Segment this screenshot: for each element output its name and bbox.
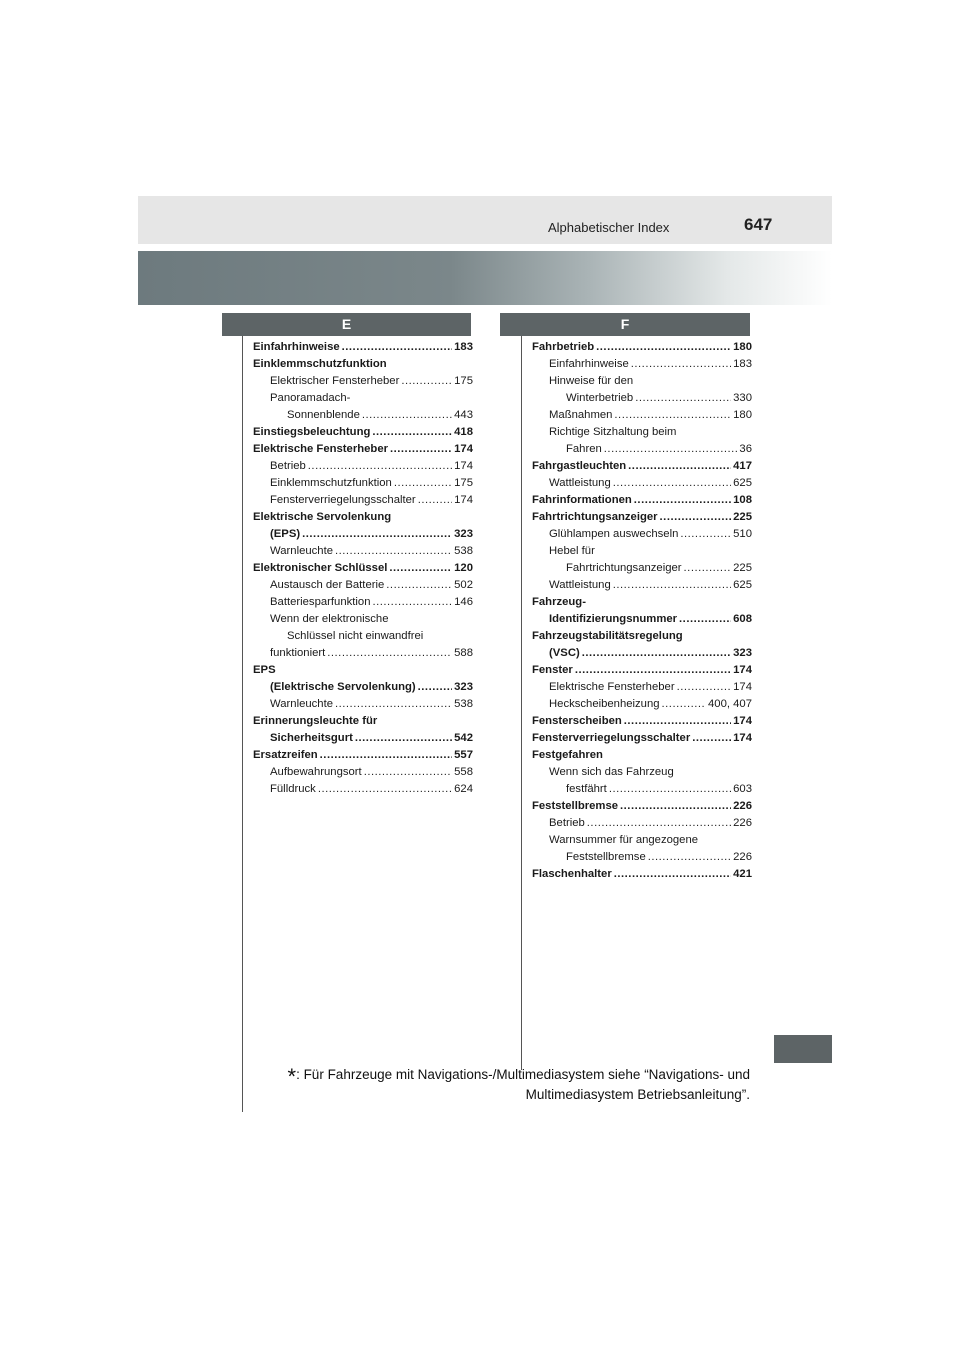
index-entry [253,458,473,475]
index-entry [253,764,473,781]
index-entry [253,560,473,577]
index-entry [253,543,473,560]
entry-term: Erinnerungsleuchte für [253,715,378,727]
entry-term: Wenn der elektronische [270,613,389,625]
entry-term: Wenn sich das Fahrzeug [549,766,674,778]
entry-term: Elektrische Servolenkung [253,511,392,523]
entry-page: 330 [733,392,752,404]
index-entry [253,645,473,662]
index-entry [532,390,752,407]
dot-leader [614,407,731,424]
entry-page: 174 [733,681,752,693]
dot-leader [613,577,731,594]
dot-leader [679,611,731,628]
entry-term: Wattleistung [549,579,611,591]
entry-page: 226 [733,800,752,812]
index-entry [532,424,752,441]
dot-leader [662,696,706,713]
entry-term: (VSC) [549,647,580,659]
entry-term: Fahrtrichtungsanzeiger [566,562,682,574]
entry-term: Fahrzeugstabilitätsregelung [532,630,683,642]
entry-page: 174 [454,494,473,506]
index-entry [253,509,473,526]
index-entry [253,713,473,730]
dot-leader [308,458,452,475]
dot-leader [613,475,731,492]
index-entry [532,781,752,798]
entry-page: 323 [454,681,473,693]
index-entry [532,628,752,645]
entry-page: 538 [454,545,473,557]
entry-term: (EPS) [270,528,301,540]
index-entry [532,458,752,475]
dot-leader [390,441,452,458]
entry-page: 558 [454,766,473,778]
entry-term: Einfahrhinweise [549,358,629,370]
entry-term: (Elektrische Servolenkung) [270,681,416,693]
entry-page: 226 [733,817,752,829]
dot-leader [327,645,452,662]
entry-term: Fahrgastleuchten [532,460,627,472]
entry-term: Elektrische Fensterheber [253,443,388,455]
entry-page: 180 [733,409,752,421]
index-entry [532,492,752,509]
entry-page: 557 [454,749,473,761]
index-entry [253,373,473,390]
page-number: 647 [744,215,773,234]
section-banner [138,251,832,305]
index-entry [253,424,473,441]
dot-leader [389,560,452,577]
dot-leader [394,475,452,492]
entry-page: 108 [733,494,752,506]
index-entry [532,611,752,628]
footnote-line-2: Multimediasystem Betriebsanleitung”. [525,1087,750,1102]
dot-leader [604,441,738,458]
index-entry [532,407,752,424]
index-entry [253,781,473,798]
dot-leader [335,543,452,560]
entry-page: 146 [454,596,473,608]
index-entry [253,390,473,407]
entry-term: Fahren [566,443,602,455]
entry-term: Richtige Sitzhaltung beim [549,426,677,438]
entry-page: 174 [733,664,752,676]
dot-leader [364,764,452,781]
index-entry [532,764,752,781]
entry-term: Fahrbetrieb [532,341,595,353]
dot-leader [335,696,452,713]
entry-term: Elektrische Fensterheber [549,681,675,693]
entry-page: 174 [733,732,752,744]
entry-term: Schlüssel nicht einwandfrei [287,630,424,642]
index-entry [532,560,752,577]
index-entry [253,662,473,679]
entry-term: Fahrzeug- [532,596,586,608]
entry-page: 538 [454,698,473,710]
dot-leader [648,849,731,866]
dot-leader [386,577,452,594]
entry-page: 624 [454,783,473,795]
dot-leader [628,458,731,475]
entry-term: Aufbewahrungsort [270,766,362,778]
entry-page: 443 [454,409,473,421]
dot-leader [620,798,731,815]
index-entry [532,832,752,849]
index-column-e [253,339,473,798]
entry-page: 175 [454,375,473,387]
entry-page: 421 [733,868,752,880]
entry-term: Elektrischer Fensterheber [270,375,400,387]
index-entry [253,339,473,356]
entry-term: Fensterscheiben [532,715,622,727]
entry-term: Feststellbremse [566,851,646,863]
entry-term: Panoramadach- [270,392,351,404]
entry-term: Fensterverriegelungsschalter [270,494,416,506]
page-title: Alphabetischer Index [548,220,670,235]
entry-term: Heckscheibenheizung [549,698,660,710]
entry-term: Fensterverriegelungsschalter [532,732,691,744]
dot-leader [372,424,452,441]
entry-page: 510 [733,528,752,540]
entry-term: Betrieb [549,817,585,829]
entry-term: Fahrinformationen [532,494,632,506]
entry-page: 36 [739,443,752,455]
entry-term: Sicherheitsgurt [270,732,353,744]
index-entry [532,679,752,696]
index-entry [532,815,752,832]
dot-leader [692,730,731,747]
dot-leader [318,781,452,798]
entry-term: Flaschenhalter [532,868,612,880]
entry-term: Fenster [532,664,573,676]
entry-page: 502 [454,579,473,591]
entry-term: Batteriesparfunktion [270,596,371,608]
index-entry [532,645,752,662]
entry-page: 225 [733,511,752,523]
dot-leader [575,662,731,679]
entry-page: 226 [733,851,752,863]
entry-term: Einklemmschutzfunktion [253,358,387,370]
index-entry [532,849,752,866]
dot-leader [660,509,732,526]
entry-page: 417 [733,460,752,472]
entry-page: 400, 407 [708,698,752,710]
dot-leader [684,560,732,577]
footnote [278,1066,750,1104]
index-entry [253,356,473,373]
index-entry [532,475,752,492]
entry-term: Feststellbremse [532,800,619,812]
entry-term: Betrieb [270,460,306,472]
dot-leader [372,594,452,611]
dot-leader [418,679,452,696]
footnote-marker: * [287,1064,297,1089]
entry-term: Maßnahmen [549,409,613,421]
entry-term: Einfahrhinweise [253,341,340,353]
entry-page: 323 [733,647,752,659]
index-entry [253,611,473,628]
dot-leader [587,815,731,832]
entry-page: 120 [454,562,473,574]
index-entry [532,373,752,390]
dot-leader [401,373,452,390]
dot-leader [418,492,452,509]
index-entry [253,679,473,696]
index-entry [532,730,752,747]
entry-term: Glühlampen auswechseln [549,528,679,540]
entry-term: Hebel für [549,545,595,557]
index-entry [253,696,473,713]
entry-term: Warnsummer für angezogene [549,834,699,846]
entry-page: 174 [454,460,473,472]
entry-page: 183 [454,341,473,353]
index-entry [253,747,473,764]
column-divider-middle [521,336,522,1070]
dot-leader [614,866,731,883]
dot-leader [677,679,732,696]
index-entry [532,526,752,543]
index-entry [532,696,752,713]
index-entry [532,866,752,883]
dot-leader [320,747,452,764]
entry-page: 542 [454,732,473,744]
entry-term: Fahrtrichtungsanzeiger [532,511,658,523]
entry-term: Warnleuchte [270,698,333,710]
header-bar [138,196,832,244]
entry-page: 180 [733,341,752,353]
index-entry [532,356,752,373]
entry-term: EPS [253,664,276,676]
entry-term: Elektronischer Schlüssel [253,562,388,574]
index-entry [532,662,752,679]
entry-page: 175 [454,477,473,489]
index-entry [253,475,473,492]
index-entry [253,628,473,645]
index-entry [532,713,752,730]
index-entry [253,441,473,458]
entry-page: 183 [733,358,752,370]
entry-page: 608 [733,613,752,625]
entry-page: 174 [733,715,752,727]
index-entry [532,798,752,815]
dot-leader [342,339,453,356]
dot-leader [635,390,731,407]
dot-leader [362,407,452,424]
dot-leader [355,730,452,747]
entry-page: 625 [733,477,752,489]
entry-page: 588 [454,647,473,659]
section-letter-e: E [222,313,471,336]
entry-term: Winterbetrieb [566,392,634,404]
index-column-f [532,339,752,883]
entry-term: Fülldruck [270,783,316,795]
entry-page: 625 [733,579,752,591]
index-entry [532,339,752,356]
column-divider-left [242,336,243,1112]
entry-term: funktioniert [270,647,326,659]
index-entry [532,441,752,458]
entry-page: 323 [454,528,473,540]
dot-leader [634,492,731,509]
index-entry [532,577,752,594]
entry-term: Identifizierungsnummer [549,613,678,625]
index-entry [253,407,473,424]
entry-term: Einklemmschutzfunktion [270,477,392,489]
index-entry [253,577,473,594]
entry-page: 418 [454,426,473,438]
entry-page: 603 [733,783,752,795]
dot-leader [582,645,731,662]
chapter-tab-marker [774,1035,832,1063]
footnote-line-1: : Für Fahrzeuge mit Navigations-/Multimediasystem siehe “Navigations- und [296,1067,750,1082]
dot-leader [302,526,452,543]
entry-term: Warnleuchte [270,545,333,557]
dot-leader [631,356,731,373]
index-entry [532,594,752,611]
entry-term: Wattleistung [549,477,611,489]
index-entry [253,730,473,747]
index-entry [253,526,473,543]
index-entry [253,492,473,509]
entry-term: Ersatzreifen [253,749,318,761]
section-letter-f: F [500,313,750,336]
index-entry [532,543,752,560]
index-entry [253,594,473,611]
entry-term: Sonnenblende [287,409,360,421]
entry-page: 225 [733,562,752,574]
entry-term: Festgefahren [532,749,603,761]
entry-term: Austausch der Batterie [270,579,385,591]
dot-leader [596,339,731,356]
entry-term: Einstiegsbeleuchtung [253,426,371,438]
index-entry [532,747,752,764]
dot-leader [609,781,731,798]
entry-term: festfährt [566,783,607,795]
dot-leader [624,713,731,730]
index-entry [532,509,752,526]
dot-leader [680,526,731,543]
entry-term: Hinweise für den [549,375,634,387]
entry-page: 174 [454,443,473,455]
